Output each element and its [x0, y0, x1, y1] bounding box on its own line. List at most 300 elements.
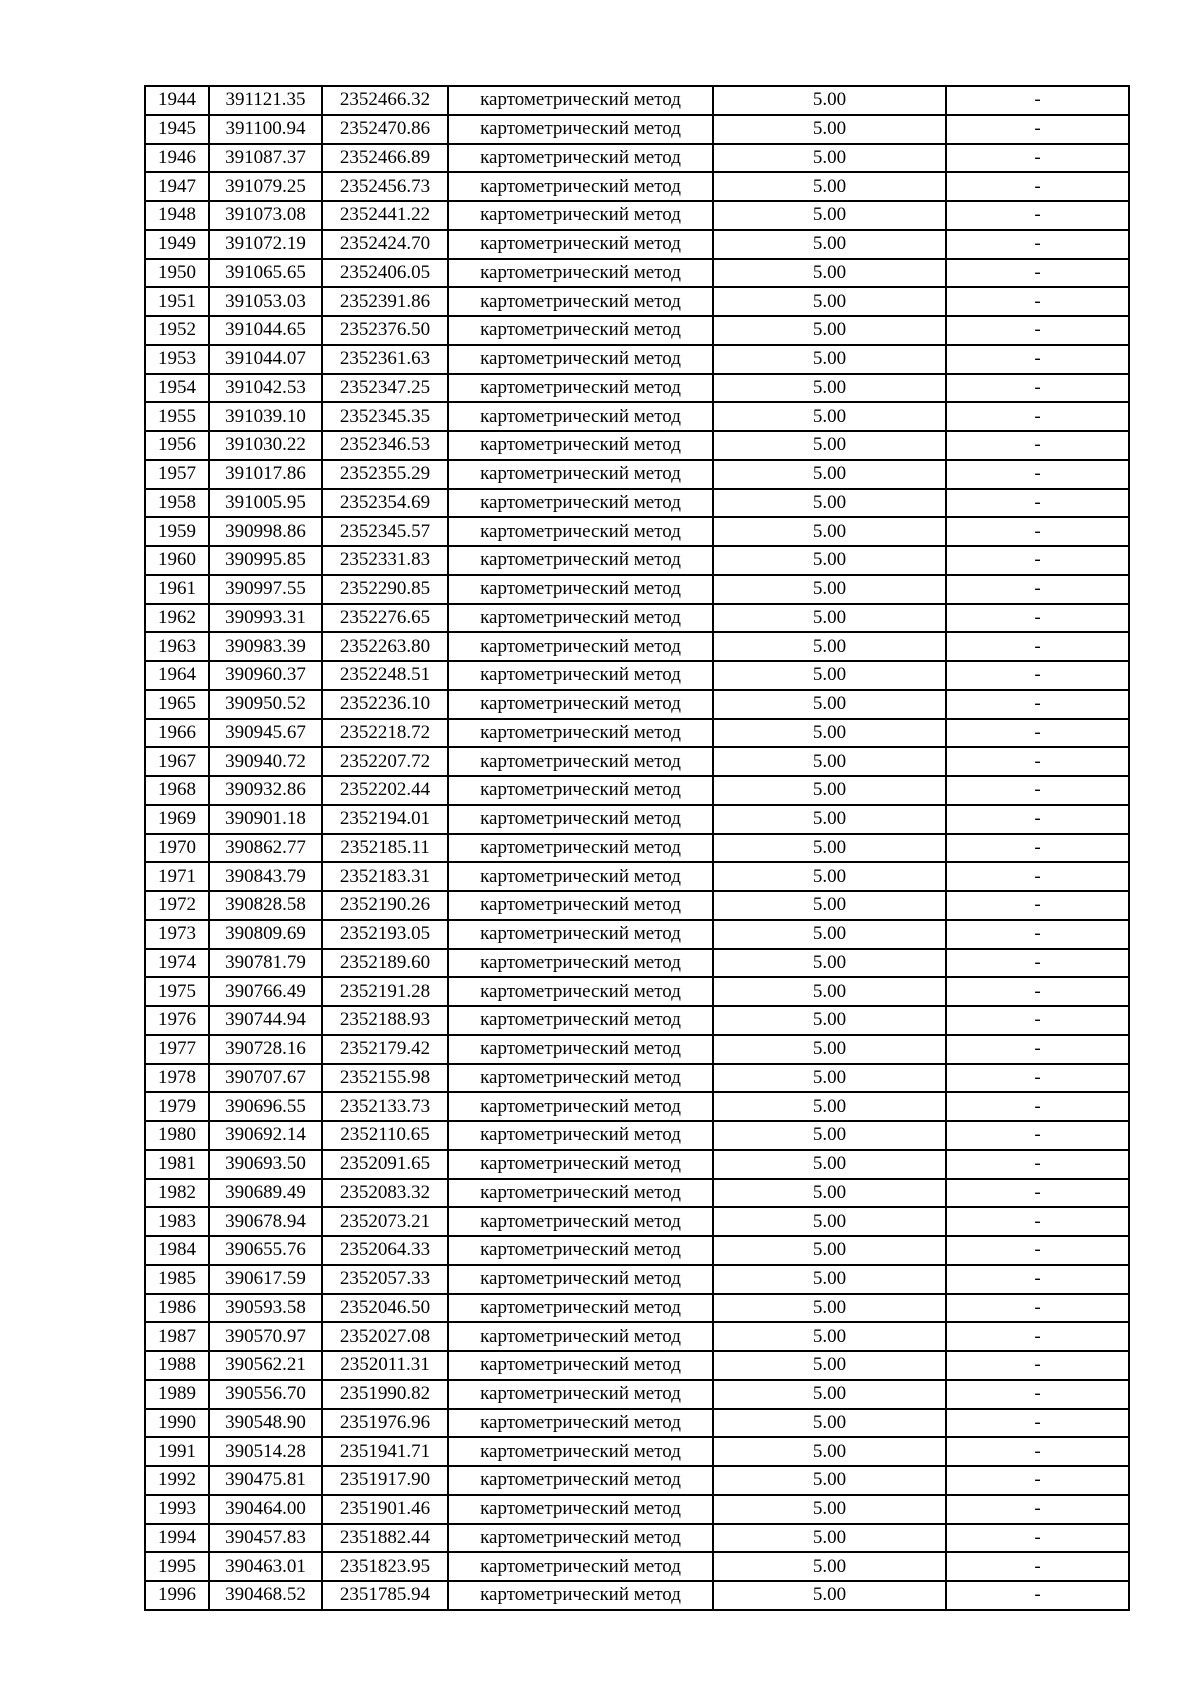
accuracy-cell: 5.00: [713, 949, 946, 978]
method-cell: картометрический метод: [448, 1552, 713, 1581]
coordinates-table: [144, 85, 1130, 1611]
point-number-cell: 1965: [145, 690, 209, 719]
method-cell: картометрический метод: [448, 259, 713, 288]
point-number-cell: 1981: [145, 1150, 209, 1179]
x-coordinate-cell: 390993.31: [209, 604, 322, 633]
y-coordinate-cell: 2352441.22: [322, 201, 448, 230]
y-coordinate-cell: 2352218.72: [322, 719, 448, 748]
table-row: [145, 1380, 1129, 1409]
point-number-cell: 1994: [145, 1524, 209, 1553]
description-cell: -: [946, 489, 1129, 518]
description-cell: -: [946, 1236, 1129, 1265]
y-coordinate-cell: 2352346.53: [322, 431, 448, 460]
accuracy-cell: 5.00: [713, 1552, 946, 1581]
x-coordinate-cell: 390828.58: [209, 891, 322, 920]
description-cell: -: [946, 345, 1129, 374]
method-cell: картометрический метод: [448, 632, 713, 661]
table-row: [145, 1466, 1129, 1495]
point-number-cell: 1991: [145, 1437, 209, 1466]
table-row: [145, 316, 1129, 345]
point-number-cell: 1974: [145, 949, 209, 978]
x-coordinate-cell: 390696.55: [209, 1092, 322, 1121]
accuracy-cell: 5.00: [713, 1150, 946, 1179]
y-coordinate-cell: 2352406.05: [322, 259, 448, 288]
description-cell: -: [946, 891, 1129, 920]
method-cell: картометрический метод: [448, 719, 713, 748]
coordinates-table-body: [145, 86, 1129, 1610]
description-cell: -: [946, 690, 1129, 719]
description-cell: -: [946, 517, 1129, 546]
x-coordinate-cell: 390728.16: [209, 1035, 322, 1064]
x-coordinate-cell: 391065.65: [209, 259, 322, 288]
table-row: [145, 1121, 1129, 1150]
y-coordinate-cell: 2352183.31: [322, 862, 448, 891]
table-row: [145, 230, 1129, 259]
x-coordinate-cell: 390995.85: [209, 546, 322, 575]
method-cell: картометрический метод: [448, 690, 713, 719]
description-cell: -: [946, 834, 1129, 863]
description-cell: -: [946, 1552, 1129, 1581]
table-row: [145, 1294, 1129, 1323]
method-cell: картометрический метод: [448, 1006, 713, 1035]
method-cell: картометрический метод: [448, 201, 713, 230]
table-row: [145, 920, 1129, 949]
point-number-cell: 1948: [145, 201, 209, 230]
y-coordinate-cell: 2352155.98: [322, 1064, 448, 1093]
accuracy-cell: 5.00: [713, 1495, 946, 1524]
point-number-cell: 1961: [145, 575, 209, 604]
method-cell: картометрический метод: [448, 1236, 713, 1265]
table-row: [145, 86, 1129, 115]
y-coordinate-cell: 2352456.73: [322, 172, 448, 201]
point-number-cell: 1944: [145, 86, 209, 115]
accuracy-cell: 5.00: [713, 287, 946, 316]
accuracy-cell: 5.00: [713, 1207, 946, 1236]
table-row: [145, 1409, 1129, 1438]
accuracy-cell: 5.00: [713, 805, 946, 834]
table-row: [145, 834, 1129, 863]
description-cell: -: [946, 172, 1129, 201]
accuracy-cell: 5.00: [713, 431, 946, 460]
accuracy-cell: 5.00: [713, 460, 946, 489]
description-cell: -: [946, 1207, 1129, 1236]
y-coordinate-cell: 2352355.29: [322, 460, 448, 489]
method-cell: картометрический метод: [448, 1150, 713, 1179]
point-number-cell: 1985: [145, 1265, 209, 1294]
point-number-cell: 1995: [145, 1552, 209, 1581]
y-coordinate-cell: 2352057.33: [322, 1265, 448, 1294]
y-coordinate-cell: 2352011.31: [322, 1351, 448, 1380]
x-coordinate-cell: 391100.94: [209, 115, 322, 144]
point-number-cell: 1951: [145, 287, 209, 316]
table-row: [145, 719, 1129, 748]
accuracy-cell: 5.00: [713, 1294, 946, 1323]
accuracy-cell: 5.00: [713, 1322, 946, 1351]
table-row: [145, 1322, 1129, 1351]
x-coordinate-cell: 390692.14: [209, 1121, 322, 1150]
accuracy-cell: 5.00: [713, 661, 946, 690]
description-cell: -: [946, 287, 1129, 316]
method-cell: картометрический метод: [448, 834, 713, 863]
table-row: [145, 172, 1129, 201]
table-row: [145, 776, 1129, 805]
point-number-cell: 1983: [145, 1207, 209, 1236]
description-cell: -: [946, 316, 1129, 345]
method-cell: картометрический метод: [448, 287, 713, 316]
x-coordinate-cell: 390548.90: [209, 1409, 322, 1438]
point-number-cell: 1973: [145, 920, 209, 949]
point-number-cell: 1984: [145, 1236, 209, 1265]
x-coordinate-cell: 390809.69: [209, 920, 322, 949]
method-cell: картометрический метод: [448, 1121, 713, 1150]
x-coordinate-cell: 391087.37: [209, 144, 322, 173]
x-coordinate-cell: 390689.49: [209, 1179, 322, 1208]
point-number-cell: 1959: [145, 517, 209, 546]
method-cell: картометрический метод: [448, 172, 713, 201]
method-cell: картометрический метод: [448, 1524, 713, 1553]
description-cell: -: [946, 546, 1129, 575]
point-number-cell: 1947: [145, 172, 209, 201]
method-cell: картометрический метод: [448, 460, 713, 489]
method-cell: картометрический метод: [448, 402, 713, 431]
description-cell: -: [946, 575, 1129, 604]
point-number-cell: 1954: [145, 374, 209, 403]
method-cell: картометрический метод: [448, 374, 713, 403]
table-row: [145, 690, 1129, 719]
accuracy-cell: 5.00: [713, 719, 946, 748]
accuracy-cell: 5.00: [713, 1380, 946, 1409]
accuracy-cell: 5.00: [713, 575, 946, 604]
point-number-cell: 1946: [145, 144, 209, 173]
point-number-cell: 1990: [145, 1409, 209, 1438]
method-cell: картометрический метод: [448, 431, 713, 460]
accuracy-cell: 5.00: [713, 891, 946, 920]
description-cell: -: [946, 1179, 1129, 1208]
table-row: [145, 489, 1129, 518]
table-row: [145, 1207, 1129, 1236]
accuracy-cell: 5.00: [713, 1064, 946, 1093]
y-coordinate-cell: 2352345.35: [322, 402, 448, 431]
point-number-cell: 1977: [145, 1035, 209, 1064]
y-coordinate-cell: 2352361.63: [322, 345, 448, 374]
x-coordinate-cell: 390464.00: [209, 1495, 322, 1524]
description-cell: -: [946, 460, 1129, 489]
description-cell: -: [946, 1035, 1129, 1064]
table-row: [145, 747, 1129, 776]
accuracy-cell: 5.00: [713, 834, 946, 863]
y-coordinate-cell: 2352263.80: [322, 632, 448, 661]
y-coordinate-cell: 2352424.70: [322, 230, 448, 259]
accuracy-cell: 5.00: [713, 1121, 946, 1150]
y-coordinate-cell: 2351976.96: [322, 1409, 448, 1438]
x-coordinate-cell: 391053.03: [209, 287, 322, 316]
point-number-cell: 1992: [145, 1466, 209, 1495]
accuracy-cell: 5.00: [713, 489, 946, 518]
method-cell: картометрический метод: [448, 1409, 713, 1438]
description-cell: -: [946, 632, 1129, 661]
method-cell: картометрический метод: [448, 345, 713, 374]
method-cell: картометрический метод: [448, 977, 713, 1006]
table-row: [145, 604, 1129, 633]
accuracy-cell: 5.00: [713, 1524, 946, 1553]
method-cell: картометрический метод: [448, 517, 713, 546]
method-cell: картометрический метод: [448, 805, 713, 834]
method-cell: картометрический метод: [448, 575, 713, 604]
method-cell: картометрический метод: [448, 1437, 713, 1466]
x-coordinate-cell: 390655.76: [209, 1236, 322, 1265]
table-row: [145, 431, 1129, 460]
accuracy-cell: 5.00: [713, 1179, 946, 1208]
point-number-cell: 1976: [145, 1006, 209, 1035]
point-number-cell: 1975: [145, 977, 209, 1006]
accuracy-cell: 5.00: [713, 1265, 946, 1294]
x-coordinate-cell: 391042.53: [209, 374, 322, 403]
table-row: [145, 632, 1129, 661]
method-cell: картометрический метод: [448, 747, 713, 776]
description-cell: -: [946, 977, 1129, 1006]
description-cell: -: [946, 1524, 1129, 1553]
table-row: [145, 977, 1129, 1006]
description-cell: -: [946, 661, 1129, 690]
point-number-cell: 1969: [145, 805, 209, 834]
description-cell: -: [946, 115, 1129, 144]
method-cell: картометрический метод: [448, 1179, 713, 1208]
point-number-cell: 1952: [145, 316, 209, 345]
description-cell: -: [946, 86, 1129, 115]
method-cell: картометрический метод: [448, 115, 713, 144]
description-cell: -: [946, 431, 1129, 460]
method-cell: картометрический метод: [448, 1265, 713, 1294]
x-coordinate-cell: 390766.49: [209, 977, 322, 1006]
y-coordinate-cell: 2352191.28: [322, 977, 448, 1006]
point-number-cell: 1978: [145, 1064, 209, 1093]
y-coordinate-cell: 2352376.50: [322, 316, 448, 345]
point-number-cell: 1958: [145, 489, 209, 518]
description-cell: -: [946, 949, 1129, 978]
table-row: [145, 1495, 1129, 1524]
table-row: [145, 1351, 1129, 1380]
accuracy-cell: 5.00: [713, 1409, 946, 1438]
y-coordinate-cell: 2351823.95: [322, 1552, 448, 1581]
x-coordinate-cell: 391044.07: [209, 345, 322, 374]
point-number-cell: 1945: [145, 115, 209, 144]
x-coordinate-cell: 390707.67: [209, 1064, 322, 1093]
table-row: [145, 1035, 1129, 1064]
description-cell: -: [946, 1322, 1129, 1351]
x-coordinate-cell: 390570.97: [209, 1322, 322, 1351]
method-cell: картометрический метод: [448, 316, 713, 345]
point-number-cell: 1996: [145, 1581, 209, 1610]
table-row: [145, 1150, 1129, 1179]
point-number-cell: 1966: [145, 719, 209, 748]
table-row: [145, 891, 1129, 920]
description-cell: -: [946, 604, 1129, 633]
accuracy-cell: 5.00: [713, 1466, 946, 1495]
description-cell: -: [946, 1351, 1129, 1380]
table-row: [145, 575, 1129, 604]
table-row: [145, 517, 1129, 546]
method-cell: картометрический метод: [448, 1294, 713, 1323]
x-coordinate-cell: 390862.77: [209, 834, 322, 863]
point-number-cell: 1953: [145, 345, 209, 374]
accuracy-cell: 5.00: [713, 402, 946, 431]
accuracy-cell: 5.00: [713, 230, 946, 259]
point-number-cell: 1987: [145, 1322, 209, 1351]
y-coordinate-cell: 2352083.32: [322, 1179, 448, 1208]
y-coordinate-cell: 2352091.65: [322, 1150, 448, 1179]
x-coordinate-cell: 390901.18: [209, 805, 322, 834]
description-cell: -: [946, 920, 1129, 949]
table-row: [145, 402, 1129, 431]
method-cell: картометрический метод: [448, 1322, 713, 1351]
accuracy-cell: 5.00: [713, 920, 946, 949]
method-cell: картометрический метод: [448, 1581, 713, 1610]
y-coordinate-cell: 2352470.86: [322, 115, 448, 144]
method-cell: картометрический метод: [448, 1380, 713, 1409]
table-row: [145, 661, 1129, 690]
description-cell: -: [946, 1437, 1129, 1466]
point-number-cell: 1982: [145, 1179, 209, 1208]
x-coordinate-cell: 391044.65: [209, 316, 322, 345]
point-number-cell: 1964: [145, 661, 209, 690]
y-coordinate-cell: 2351901.46: [322, 1495, 448, 1524]
x-coordinate-cell: 391039.10: [209, 402, 322, 431]
y-coordinate-cell: 2352179.42: [322, 1035, 448, 1064]
x-coordinate-cell: 391079.25: [209, 172, 322, 201]
point-number-cell: 1962: [145, 604, 209, 633]
y-coordinate-cell: 2352236.10: [322, 690, 448, 719]
description-cell: -: [946, 1006, 1129, 1035]
table-row: [145, 345, 1129, 374]
x-coordinate-cell: 390945.67: [209, 719, 322, 748]
point-number-cell: 1971: [145, 862, 209, 891]
x-coordinate-cell: 390997.55: [209, 575, 322, 604]
table-row: [145, 115, 1129, 144]
table-row: [145, 949, 1129, 978]
y-coordinate-cell: 2351882.44: [322, 1524, 448, 1553]
description-cell: -: [946, 402, 1129, 431]
method-cell: картометрический метод: [448, 1035, 713, 1064]
x-coordinate-cell: 390562.21: [209, 1351, 322, 1380]
table-row: [145, 546, 1129, 575]
y-coordinate-cell: 2352073.21: [322, 1207, 448, 1236]
table-row: [145, 805, 1129, 834]
method-cell: картометрический метод: [448, 1064, 713, 1093]
accuracy-cell: 5.00: [713, 1006, 946, 1035]
point-number-cell: 1968: [145, 776, 209, 805]
y-coordinate-cell: 2352027.08: [322, 1322, 448, 1351]
x-coordinate-cell: 390693.50: [209, 1150, 322, 1179]
table-row: [145, 1524, 1129, 1553]
y-coordinate-cell: 2352345.57: [322, 517, 448, 546]
accuracy-cell: 5.00: [713, 632, 946, 661]
y-coordinate-cell: 2351917.90: [322, 1466, 448, 1495]
y-coordinate-cell: 2351990.82: [322, 1380, 448, 1409]
y-coordinate-cell: 2352185.11: [322, 834, 448, 863]
method-cell: картометрический метод: [448, 1466, 713, 1495]
y-coordinate-cell: 2352188.93: [322, 1006, 448, 1035]
x-coordinate-cell: 391030.22: [209, 431, 322, 460]
accuracy-cell: 5.00: [713, 374, 946, 403]
point-number-cell: 1956: [145, 431, 209, 460]
x-coordinate-cell: 391072.19: [209, 230, 322, 259]
point-number-cell: 1960: [145, 546, 209, 575]
accuracy-cell: 5.00: [713, 690, 946, 719]
x-coordinate-cell: 390617.59: [209, 1265, 322, 1294]
table-row: [145, 259, 1129, 288]
table-row: [145, 1265, 1129, 1294]
accuracy-cell: 5.00: [713, 316, 946, 345]
x-coordinate-cell: 390468.52: [209, 1581, 322, 1610]
point-number-cell: 1972: [145, 891, 209, 920]
x-coordinate-cell: 391121.35: [209, 86, 322, 115]
accuracy-cell: 5.00: [713, 115, 946, 144]
table-row: [145, 374, 1129, 403]
point-number-cell: 1988: [145, 1351, 209, 1380]
x-coordinate-cell: 390556.70: [209, 1380, 322, 1409]
accuracy-cell: 5.00: [713, 977, 946, 1006]
x-coordinate-cell: 390593.58: [209, 1294, 322, 1323]
y-coordinate-cell: 2352194.01: [322, 805, 448, 834]
table-row: [145, 1179, 1129, 1208]
accuracy-cell: 5.00: [713, 604, 946, 633]
y-coordinate-cell: 2352193.05: [322, 920, 448, 949]
description-cell: -: [946, 144, 1129, 173]
x-coordinate-cell: 390940.72: [209, 747, 322, 776]
description-cell: -: [946, 1265, 1129, 1294]
accuracy-cell: 5.00: [713, 1437, 946, 1466]
x-coordinate-cell: 390983.39: [209, 632, 322, 661]
method-cell: картометрический метод: [448, 86, 713, 115]
description-cell: -: [946, 1380, 1129, 1409]
y-coordinate-cell: 2352347.25: [322, 374, 448, 403]
x-coordinate-cell: 390998.86: [209, 517, 322, 546]
y-coordinate-cell: 2352064.33: [322, 1236, 448, 1265]
x-coordinate-cell: 390932.86: [209, 776, 322, 805]
y-coordinate-cell: 2352046.50: [322, 1294, 448, 1323]
accuracy-cell: 5.00: [713, 259, 946, 288]
y-coordinate-cell: 2351941.71: [322, 1437, 448, 1466]
description-cell: -: [946, 1495, 1129, 1524]
accuracy-cell: 5.00: [713, 1236, 946, 1265]
x-coordinate-cell: 390781.79: [209, 949, 322, 978]
y-coordinate-cell: 2352290.85: [322, 575, 448, 604]
accuracy-cell: 5.00: [713, 862, 946, 891]
description-cell: -: [946, 1064, 1129, 1093]
y-coordinate-cell: 2352276.65: [322, 604, 448, 633]
table-row: [145, 862, 1129, 891]
description-cell: -: [946, 1150, 1129, 1179]
point-number-cell: 1970: [145, 834, 209, 863]
accuracy-cell: 5.00: [713, 776, 946, 805]
description-cell: -: [946, 1466, 1129, 1495]
description-cell: -: [946, 259, 1129, 288]
table-row: [145, 1006, 1129, 1035]
y-coordinate-cell: 2352202.44: [322, 776, 448, 805]
accuracy-cell: 5.00: [713, 345, 946, 374]
table-row: [145, 1236, 1129, 1265]
y-coordinate-cell: 2352189.60: [322, 949, 448, 978]
accuracy-cell: 5.00: [713, 1035, 946, 1064]
y-coordinate-cell: 2352207.72: [322, 747, 448, 776]
y-coordinate-cell: 2352466.32: [322, 86, 448, 115]
x-coordinate-cell: 390960.37: [209, 661, 322, 690]
x-coordinate-cell: 390843.79: [209, 862, 322, 891]
description-cell: -: [946, 201, 1129, 230]
accuracy-cell: 5.00: [713, 1581, 946, 1610]
point-number-cell: 1986: [145, 1294, 209, 1323]
table-row: [145, 1552, 1129, 1581]
